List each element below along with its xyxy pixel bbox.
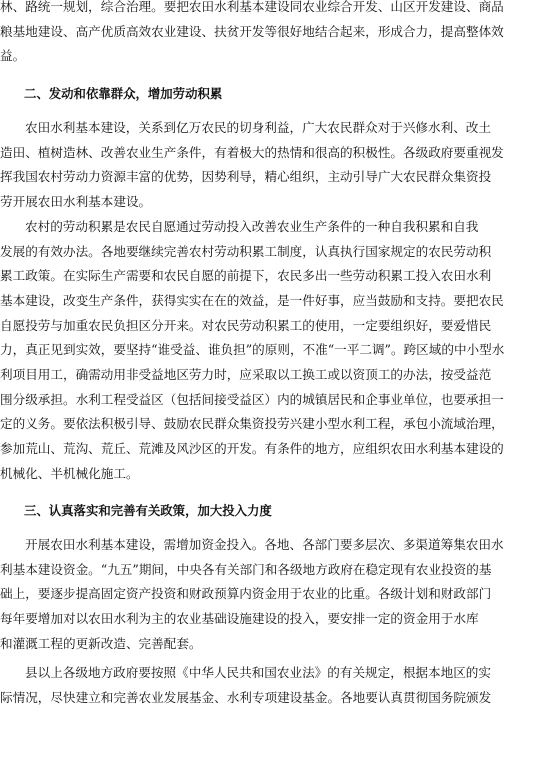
text-line: 际情况，尽快建立和完善农业发展基金、水利专项建设基金。各地要认真贯彻国务院颁发 [0,689,492,705]
text-line: 础上，要逐步提高固定资产投资和财政预算内资金用于农业的比重。各级计划和财政部门 [0,586,492,602]
text-line: 机械化、半机械化施工。 [0,465,139,481]
text-line: 农村的劳动积累是农民自愿通过劳动投入改善农业生产条件的一种自我积累和自我 [25,218,479,234]
text-line: 林、路统一规划，综合治理。要把农田水利基本建设同农业综合开发、山区开发建设、商品 [0,0,504,14]
text-line: 益。 [0,48,26,64]
text-line: 累工政策。在实际生产需要和农民自愿的前提下，农民多出一些劳动积累工投入农田水利 [0,268,492,284]
text-line: 造田、植树造林、改善农业生产条件，有着极大的热情和很高的积极性。各级政府要重视发 [0,144,504,160]
text-line: 定的义务。要依法积极引导、鼓励农民群众集资投劳兴建小型水利工程，承包小流域治理， [0,416,504,432]
text-line: 利项目用工，确需动用非受益地区劳力时，应采取以工换工或以资顶工的办法，按受益范 [0,367,492,382]
text-line: 利基本建设资金。“九五”期间，中央各有关部门和各级地方政府在稳定现有农业投资的基 [0,561,492,577]
text-line: 劳开展农田水利基本建设。 [0,194,152,210]
section-heading: 三、认真落实和完善有关政策，加大投入力度 [24,503,272,518]
text-line: 力，真正见到实效，要坚持“谁受益、谁负担”的原则，不准“一平二调”。跨区域的中小型水 [0,342,505,358]
text-line: 自愿投劳与加重农民负担区分开来。对农民劳动积累工的使用，一定要组织好，要爱惜民 [0,317,492,333]
text-line: 农田水利基本建设，关系到亿万农民的切身利益，广大农民群众对于兴修水利、改土 [25,120,491,135]
text-line: 开展农田水利基本建设，需增加资金投入。各地、各部门要多层次、多渠道筹集农田水 [25,537,504,552]
text-line: 粮基地建设、高产优质高效农业建设、扶贫开发等很好地结合起来，形成合力，提高整体效 [0,23,504,39]
text-line: 围分级承担。水利工程受益区（包括间接受益区）内的城镇居民和企事业单位，也要承担一 [0,391,504,407]
text-line: 参加荒山、荒沟、荒丘、荒滩及风沙区的开发。有条件的地方，应组织农田水利基本建设的 [0,441,504,457]
text-line: 和灌溉工程的更新改造、完善配套。 [0,635,202,651]
text-line: 挥我国农村劳动力资源丰富的优势，因势利导，精心组织，主动引导广大农民群众集资投 [0,169,492,185]
section-heading: 二、发动和依靠群众，增加劳动积累 [24,86,223,101]
text-line: 发展的有效办法。各地要继续完善农村劳动积累工制度，认真执行国家规定的农民劳动积 [0,243,492,259]
text-line: 基本建设，改变生产条件，获得实实在在的效益，是一件好事，应当鼓励和支持。要把农民 [0,292,504,308]
text-line: 县以上各级地方政府要按照《中华人民共和国农业法》的有关规定，根据本地区的实 [25,665,491,680]
text-line: 每年要增加对以农田水利为主的农业基础设施建设的投入，要安排一定的资金用于水库 [0,611,479,627]
